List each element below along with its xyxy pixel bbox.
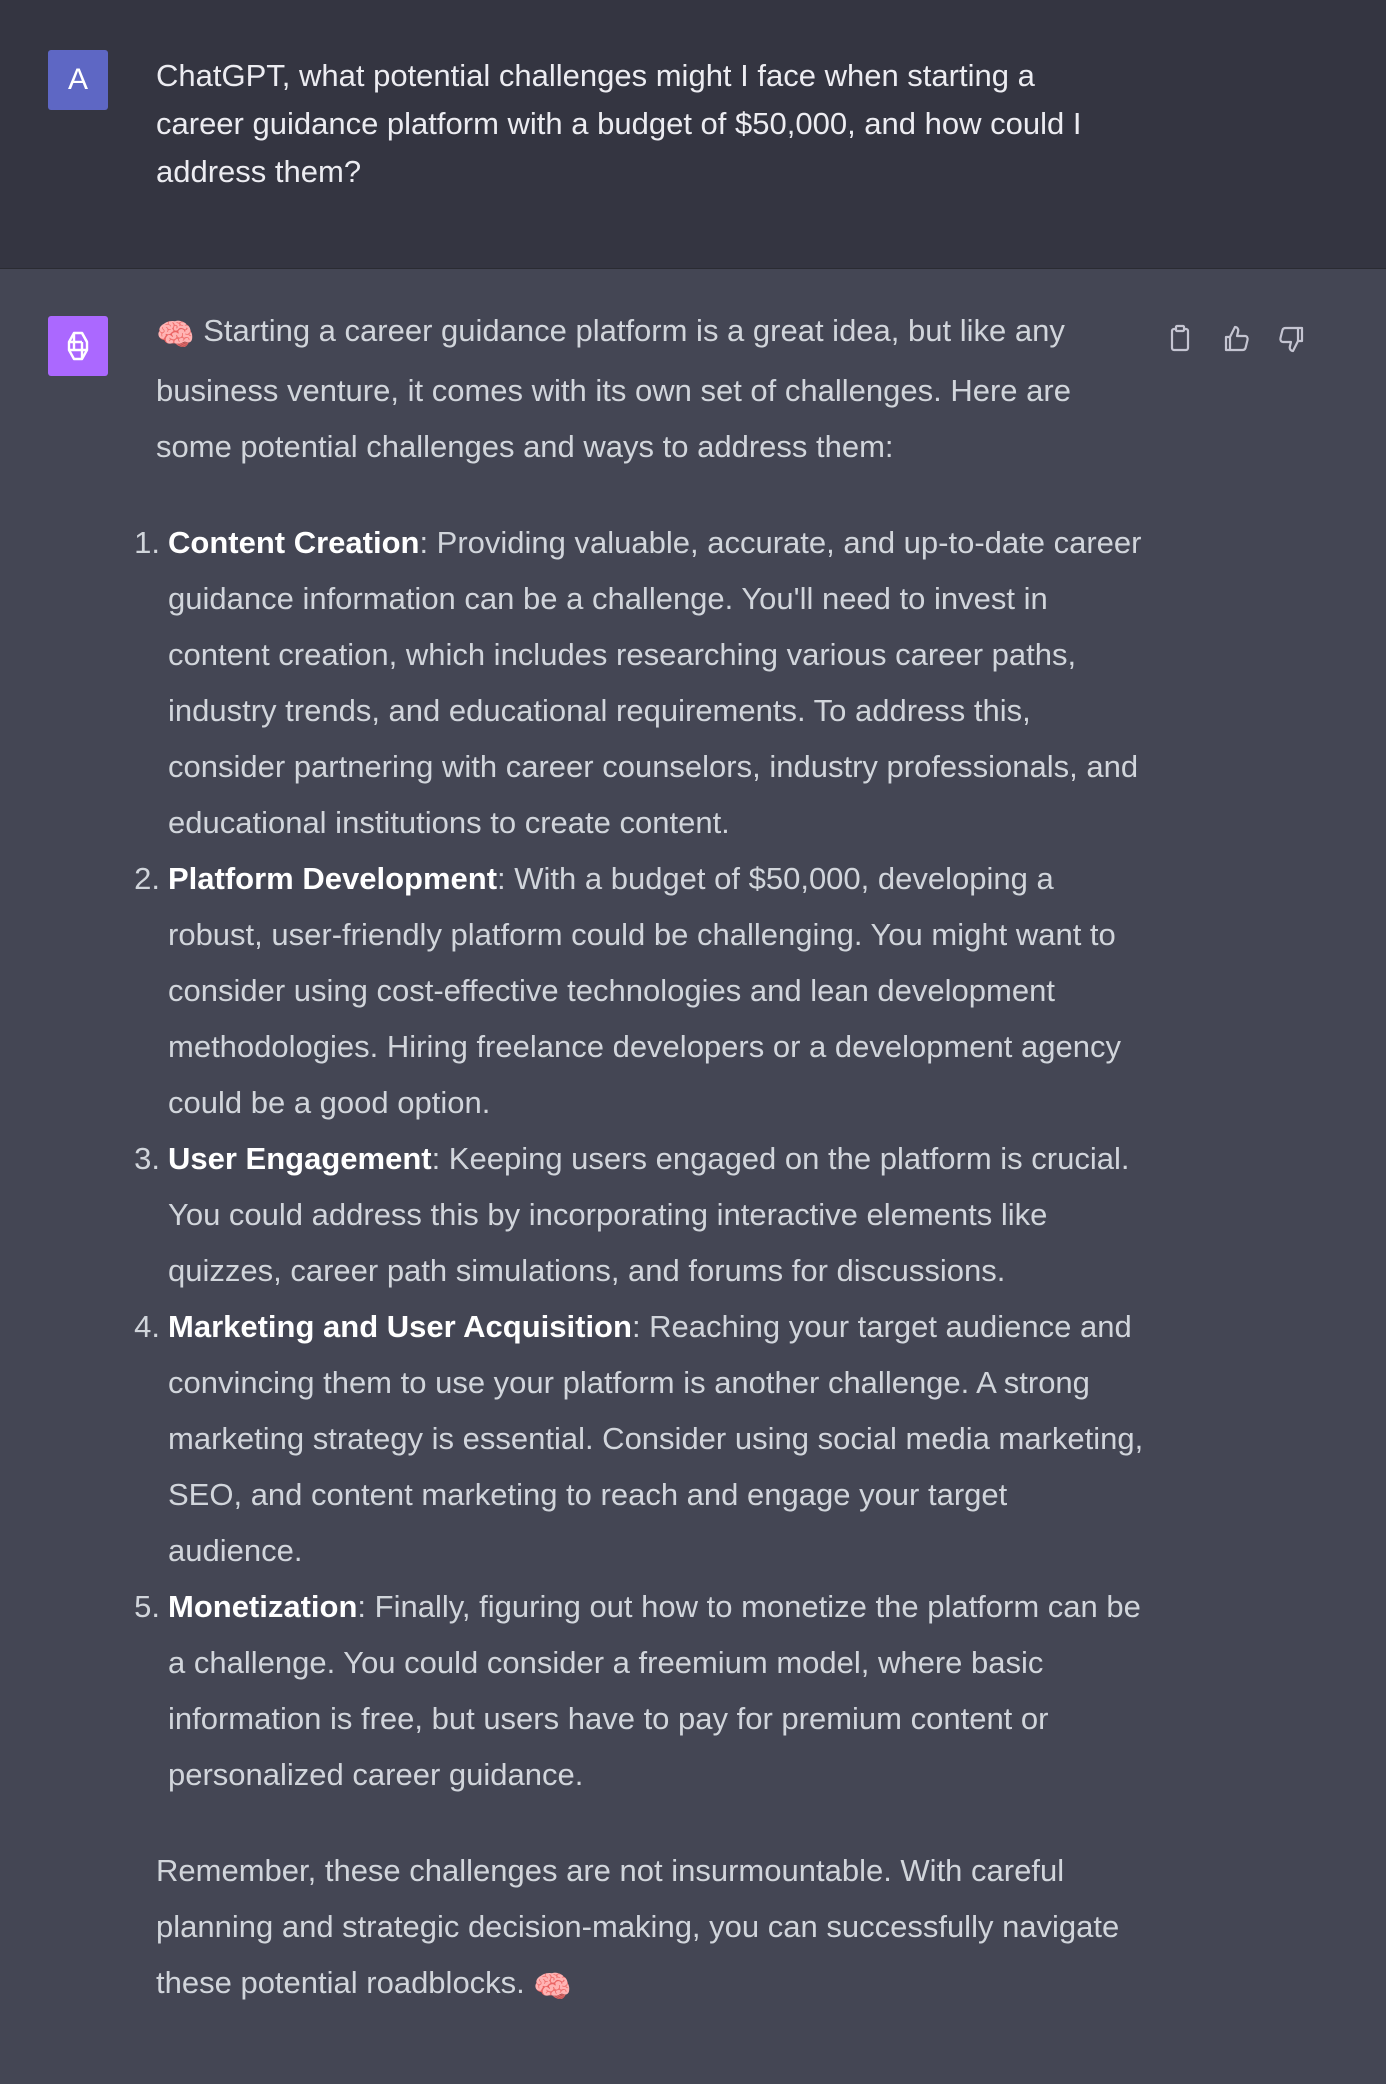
item-title: Marketing and User Acquisition <box>168 1309 632 1344</box>
list-number: 2. <box>134 861 160 896</box>
challenges-list <box>134 515 1146 1803</box>
openai-logo-icon <box>58 326 98 366</box>
item-text: : Keeping users engaged on the platform is crucial. You could address this by incorporating interactive elements like quizzes, career path simulations, and forums for discussions. <box>168 1141 1130 1288</box>
item-text: : Providing valuable, accurate, and up-to-date career guidance information can be a challenge. You'll need to invest in content creation, which includes researching various career paths, industry trends, and educational requirements. To address this, consider partnering with career counselors, industry professionals, and educational institutions to create content. <box>168 525 1142 840</box>
assistant-avatar <box>48 316 108 376</box>
assistant-message-body <box>134 303 1146 2015</box>
list-number: 4. <box>134 1309 160 1344</box>
outro-text: Remember, these challenges are not insurmountable. With careful planning and strategic decision-making, you can successfully navigate these potential roadblocks. <box>156 1853 1120 2000</box>
brain-emoji: 🧠 <box>533 1969 573 2004</box>
thumbs-up-icon <box>1216 319 1256 359</box>
thumbs-down-icon <box>1272 319 1312 359</box>
intro-text: Starting a career guidance platform is a great idea, but like any business venture, it comes with its own set of challenges. Here are some potential challenges and ways to address them: <box>156 313 1071 464</box>
list-number: 3. <box>134 1141 160 1176</box>
item-title: Platform Development <box>168 861 498 896</box>
item-title: Monetization <box>168 1589 358 1624</box>
assistant-message-row <box>0 269 1386 2084</box>
item-title: User Engagement <box>168 1141 432 1176</box>
list-number: 1. <box>134 525 160 560</box>
list-item <box>134 1299 1146 1579</box>
item-text: : Reaching your target audience and convincing them to use your platform is another challenge. A strong marketing strategy is essential. Consider using social media marketing, SEO, and content marketing to reach and engage your target audience. <box>168 1309 1144 1568</box>
assistant-intro <box>156 303 1146 475</box>
item-title: Content Creation <box>168 525 420 560</box>
list-item <box>134 1131 1146 1299</box>
list-item <box>134 1579 1146 1803</box>
user-message-text: ChatGPT, what potential challenges might I face when starting a career guidance platform with a budget of $50,000, and how could I address them? <box>156 58 1082 189</box>
thumbs-down-button[interactable] <box>1272 319 1312 359</box>
list-item <box>134 515 1146 851</box>
assistant-outro <box>156 1843 1146 2015</box>
clipboard-icon <box>1160 319 1200 359</box>
list-item <box>134 851 1146 1131</box>
brain-emoji: 🧠 <box>156 317 195 352</box>
item-text: : With a budget of $50,000, developing a robust, user-friendly platform could be challenging. You might want to consider using cost-effective technologies and lean development methodologies. Hiring freelance developers or a development agency could be a good option. <box>168 861 1121 1120</box>
message-actions <box>1160 319 1320 359</box>
user-avatar: A <box>48 50 108 110</box>
user-message-row <box>0 0 1386 269</box>
item-text: : Finally, figuring out how to monetize the platform can be a challenge. You could consider a freemium model, where basic information is free, but users have to pay for premium content or personalized career guidance. <box>168 1589 1141 1792</box>
copy-button[interactable] <box>1160 319 1200 359</box>
list-number: 5. <box>134 1589 160 1624</box>
thumbs-up-button[interactable] <box>1216 319 1256 359</box>
